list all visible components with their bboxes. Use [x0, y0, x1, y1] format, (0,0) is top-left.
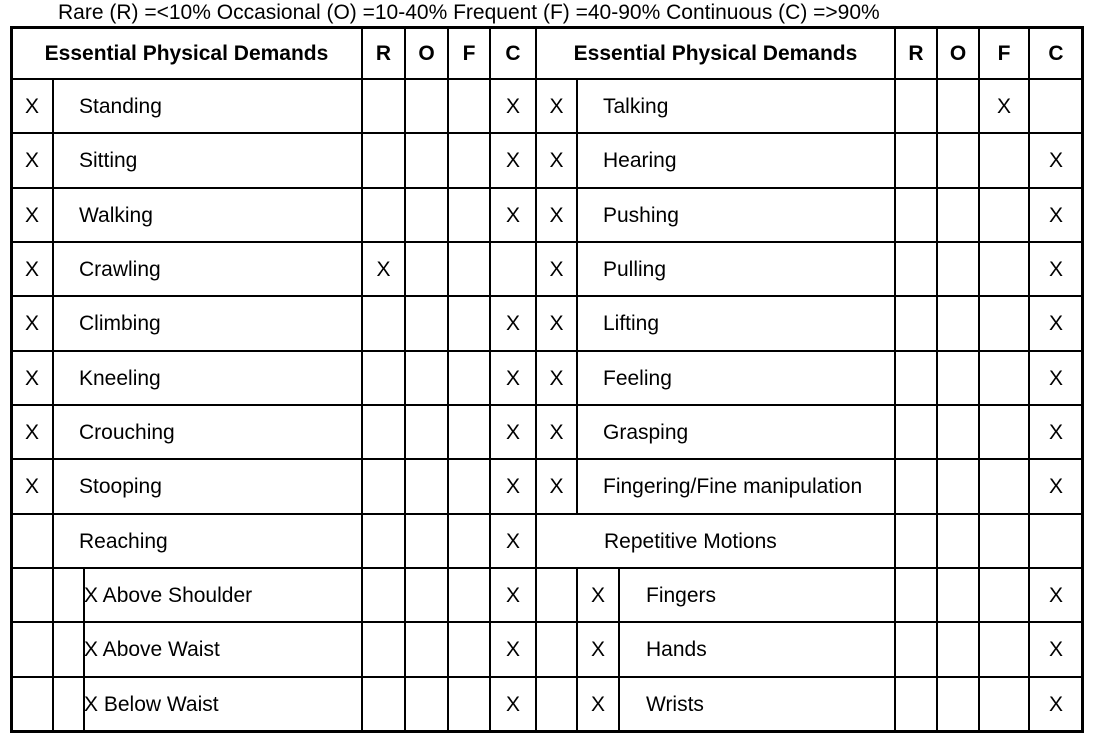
left-F-value	[448, 133, 490, 188]
right-R-value	[895, 133, 937, 188]
right-demand-label: Lifting	[603, 312, 660, 335]
left-C-value: X	[505, 638, 520, 661]
right-O-value	[937, 568, 979, 622]
header-vline-0	[361, 27, 363, 79]
right-demand-label: Fingering/Fine manipulation	[603, 475, 863, 498]
left-demand-label: Standing	[79, 94, 162, 118]
header-vline-1	[404, 27, 406, 79]
header-right-col-2: F	[997, 41, 1011, 65]
frequency-legend: Rare (R) =<10% Occasional (O) =10-40% Frequent (F) =40-90% Continuous (C) =>90%	[58, 1, 880, 24]
right-O-value	[937, 459, 979, 514]
left-F-value	[448, 568, 490, 622]
header-right-col-3: C	[1048, 41, 1064, 65]
right-F-value	[979, 514, 1029, 568]
left-F-value	[448, 351, 490, 405]
right-check-mark: X	[549, 257, 564, 281]
right-C-value: X	[1048, 312, 1063, 335]
left-O-value	[405, 133, 448, 188]
right-R-value	[895, 79, 937, 133]
right-check-mark	[536, 677, 577, 731]
header-vline-6	[936, 27, 938, 79]
left-C-value: X	[505, 94, 520, 118]
left-O-value	[405, 188, 448, 242]
left-F-value	[448, 79, 490, 133]
left-check-mark: X	[24, 257, 39, 281]
left-demand-label: Reaching	[79, 529, 168, 553]
right-C-value: X	[1048, 257, 1063, 281]
right-demand-label: Pushing	[603, 203, 679, 227]
left-R-value: X	[376, 257, 391, 281]
left-R-value	[362, 677, 405, 731]
right-demand-label: Pulling	[603, 257, 667, 281]
right-check-mark: X	[549, 366, 564, 390]
right-demand-label: Hands	[646, 638, 707, 661]
right-F-value: X	[996, 94, 1011, 118]
header-right-col-1: O	[949, 41, 967, 65]
left-check-mark: X	[24, 203, 39, 227]
left-F-value	[448, 242, 490, 296]
header-vline-5	[894, 27, 896, 79]
right-F-value	[979, 405, 1029, 459]
right-F-value	[979, 188, 1029, 242]
right-O-value	[937, 79, 979, 133]
left-C-value: X	[505, 149, 520, 172]
right-R-value	[895, 514, 937, 568]
left-check-mark: X	[24, 149, 39, 172]
right-F-value	[979, 677, 1029, 731]
right-F-value	[979, 351, 1029, 405]
right-demand-label: Wrists	[646, 692, 704, 716]
left-R-value	[362, 459, 405, 514]
right-F-value	[979, 133, 1029, 188]
right-demand-label: Fingers	[646, 583, 717, 607]
right-O-value	[937, 622, 979, 677]
right-R-value	[895, 296, 937, 351]
left-R-value	[362, 514, 405, 568]
left-F-value	[448, 188, 490, 242]
right-R-value	[895, 459, 937, 514]
left-O-value	[405, 351, 448, 405]
left-check-mark: X	[24, 312, 39, 335]
left-C-value	[490, 242, 536, 296]
left-C-value: X	[505, 475, 520, 498]
left-C-value: X	[505, 312, 520, 335]
right-C-value: X	[1048, 203, 1063, 227]
right-sub-check-mark: X	[590, 692, 605, 716]
header-vline-3	[489, 27, 491, 79]
right-O-value	[937, 242, 979, 296]
left-O-value	[405, 296, 448, 351]
left-check-mark: X	[24, 420, 39, 444]
header-vline-4	[535, 27, 537, 79]
left-F-value	[448, 622, 490, 677]
right-O-value	[937, 405, 979, 459]
left-O-value	[405, 622, 448, 677]
right-check-mark: X	[549, 94, 564, 118]
right-C-value: X	[1048, 366, 1063, 390]
right-O-value	[937, 296, 979, 351]
header-left-col-2: F	[462, 41, 476, 65]
header-right-col-0: R	[908, 41, 924, 65]
left-O-value	[405, 79, 448, 133]
left-F-value	[448, 514, 490, 568]
right-R-value	[895, 242, 937, 296]
right-R-value	[895, 351, 937, 405]
right-demand-label: Grasping	[603, 420, 689, 444]
right-C-value: X	[1048, 420, 1063, 444]
left-demand-label: Crawling	[79, 257, 161, 281]
left-R-value	[362, 622, 405, 677]
right-demand-label: Hearing	[603, 149, 677, 172]
left-demand-label: Sitting	[79, 149, 138, 172]
right-F-value	[979, 242, 1029, 296]
left-check-mark: X	[24, 475, 39, 498]
left-O-value	[405, 514, 448, 568]
header-vline-7	[978, 27, 980, 79]
left-R-value	[362, 351, 405, 405]
header-vline-2	[447, 27, 449, 79]
header-left-title: Essential Physical Demands	[44, 41, 329, 65]
left-O-value	[405, 405, 448, 459]
right-C-value: X	[1048, 149, 1063, 172]
right-check-mark: X	[549, 312, 564, 335]
left-F-value	[448, 677, 490, 731]
left-demand-label: Climbing	[79, 312, 161, 335]
right-demand-label: Talking	[603, 94, 669, 118]
right-sub-check-mark: X	[590, 638, 605, 661]
left-R-value	[362, 133, 405, 188]
left-F-value	[448, 459, 490, 514]
left-R-value	[362, 79, 405, 133]
left-R-value	[362, 296, 405, 351]
left-O-value	[405, 677, 448, 731]
right-demand-label: Feeling	[603, 366, 672, 390]
right-sub-check-mark: X	[590, 583, 605, 607]
right-check-mark: X	[549, 149, 564, 172]
right-O-value	[937, 133, 979, 188]
left-demand-label: X Below Waist	[84, 692, 219, 716]
left-demand-label: Crouching	[79, 420, 175, 444]
left-O-value	[405, 568, 448, 622]
left-demand-label: X Above Shoulder	[84, 583, 253, 607]
right-C-value: X	[1048, 638, 1063, 661]
left-demand-label: X Above Waist	[84, 638, 220, 661]
left-C-value: X	[505, 529, 520, 553]
right-O-value	[937, 677, 979, 731]
right-demand-label: Repetitive Motions	[604, 529, 777, 553]
left-check-mark: X	[24, 94, 39, 118]
left-R-value	[362, 405, 405, 459]
right-F-value	[979, 568, 1029, 622]
right-C-value	[1029, 79, 1083, 133]
header-left-col-3: C	[505, 41, 521, 65]
left-C-value: X	[505, 203, 520, 227]
left-O-value	[405, 459, 448, 514]
left-check-mark	[11, 514, 53, 568]
right-C-value	[1029, 514, 1083, 568]
right-F-value	[979, 622, 1029, 677]
right-C-value: X	[1048, 692, 1063, 716]
header-left-col-1: O	[418, 41, 435, 65]
left-R-value	[362, 568, 405, 622]
left-C-value: X	[505, 583, 520, 607]
right-check-mark	[536, 568, 577, 622]
header-right-title: Essential Physical Demands	[573, 41, 858, 65]
left-demand-label: Stooping	[79, 475, 162, 498]
right-R-value	[895, 568, 937, 622]
right-check-mark	[536, 514, 577, 568]
left-C-value: X	[505, 692, 520, 716]
right-R-value	[895, 622, 937, 677]
header-left-col-0: R	[375, 41, 392, 65]
left-F-value	[448, 296, 490, 351]
header-vline-8	[1028, 27, 1030, 79]
right-F-value	[979, 459, 1029, 514]
left-check-mark: X	[24, 366, 39, 390]
left-check-mark	[11, 677, 53, 731]
left-O-value	[405, 242, 448, 296]
left-demand-label: Walking	[79, 203, 153, 227]
right-O-value	[937, 514, 979, 568]
right-C-value: X	[1048, 475, 1063, 498]
right-check-mark	[536, 622, 577, 677]
right-R-value	[895, 405, 937, 459]
right-F-value	[979, 296, 1029, 351]
right-check-mark: X	[549, 475, 564, 498]
right-O-value	[937, 351, 979, 405]
left-C-value: X	[505, 366, 520, 390]
right-C-value: X	[1048, 583, 1063, 607]
left-C-value: X	[505, 420, 520, 444]
right-check-mark: X	[549, 203, 564, 227]
right-R-value	[895, 188, 937, 242]
right-check-mark: X	[549, 420, 564, 444]
left-F-value	[448, 405, 490, 459]
left-check-mark	[11, 568, 53, 622]
right-R-value	[895, 677, 937, 731]
right-O-value	[937, 188, 979, 242]
left-R-value	[362, 188, 405, 242]
left-demand-label: Kneeling	[79, 366, 161, 390]
left-check-mark	[11, 622, 53, 677]
